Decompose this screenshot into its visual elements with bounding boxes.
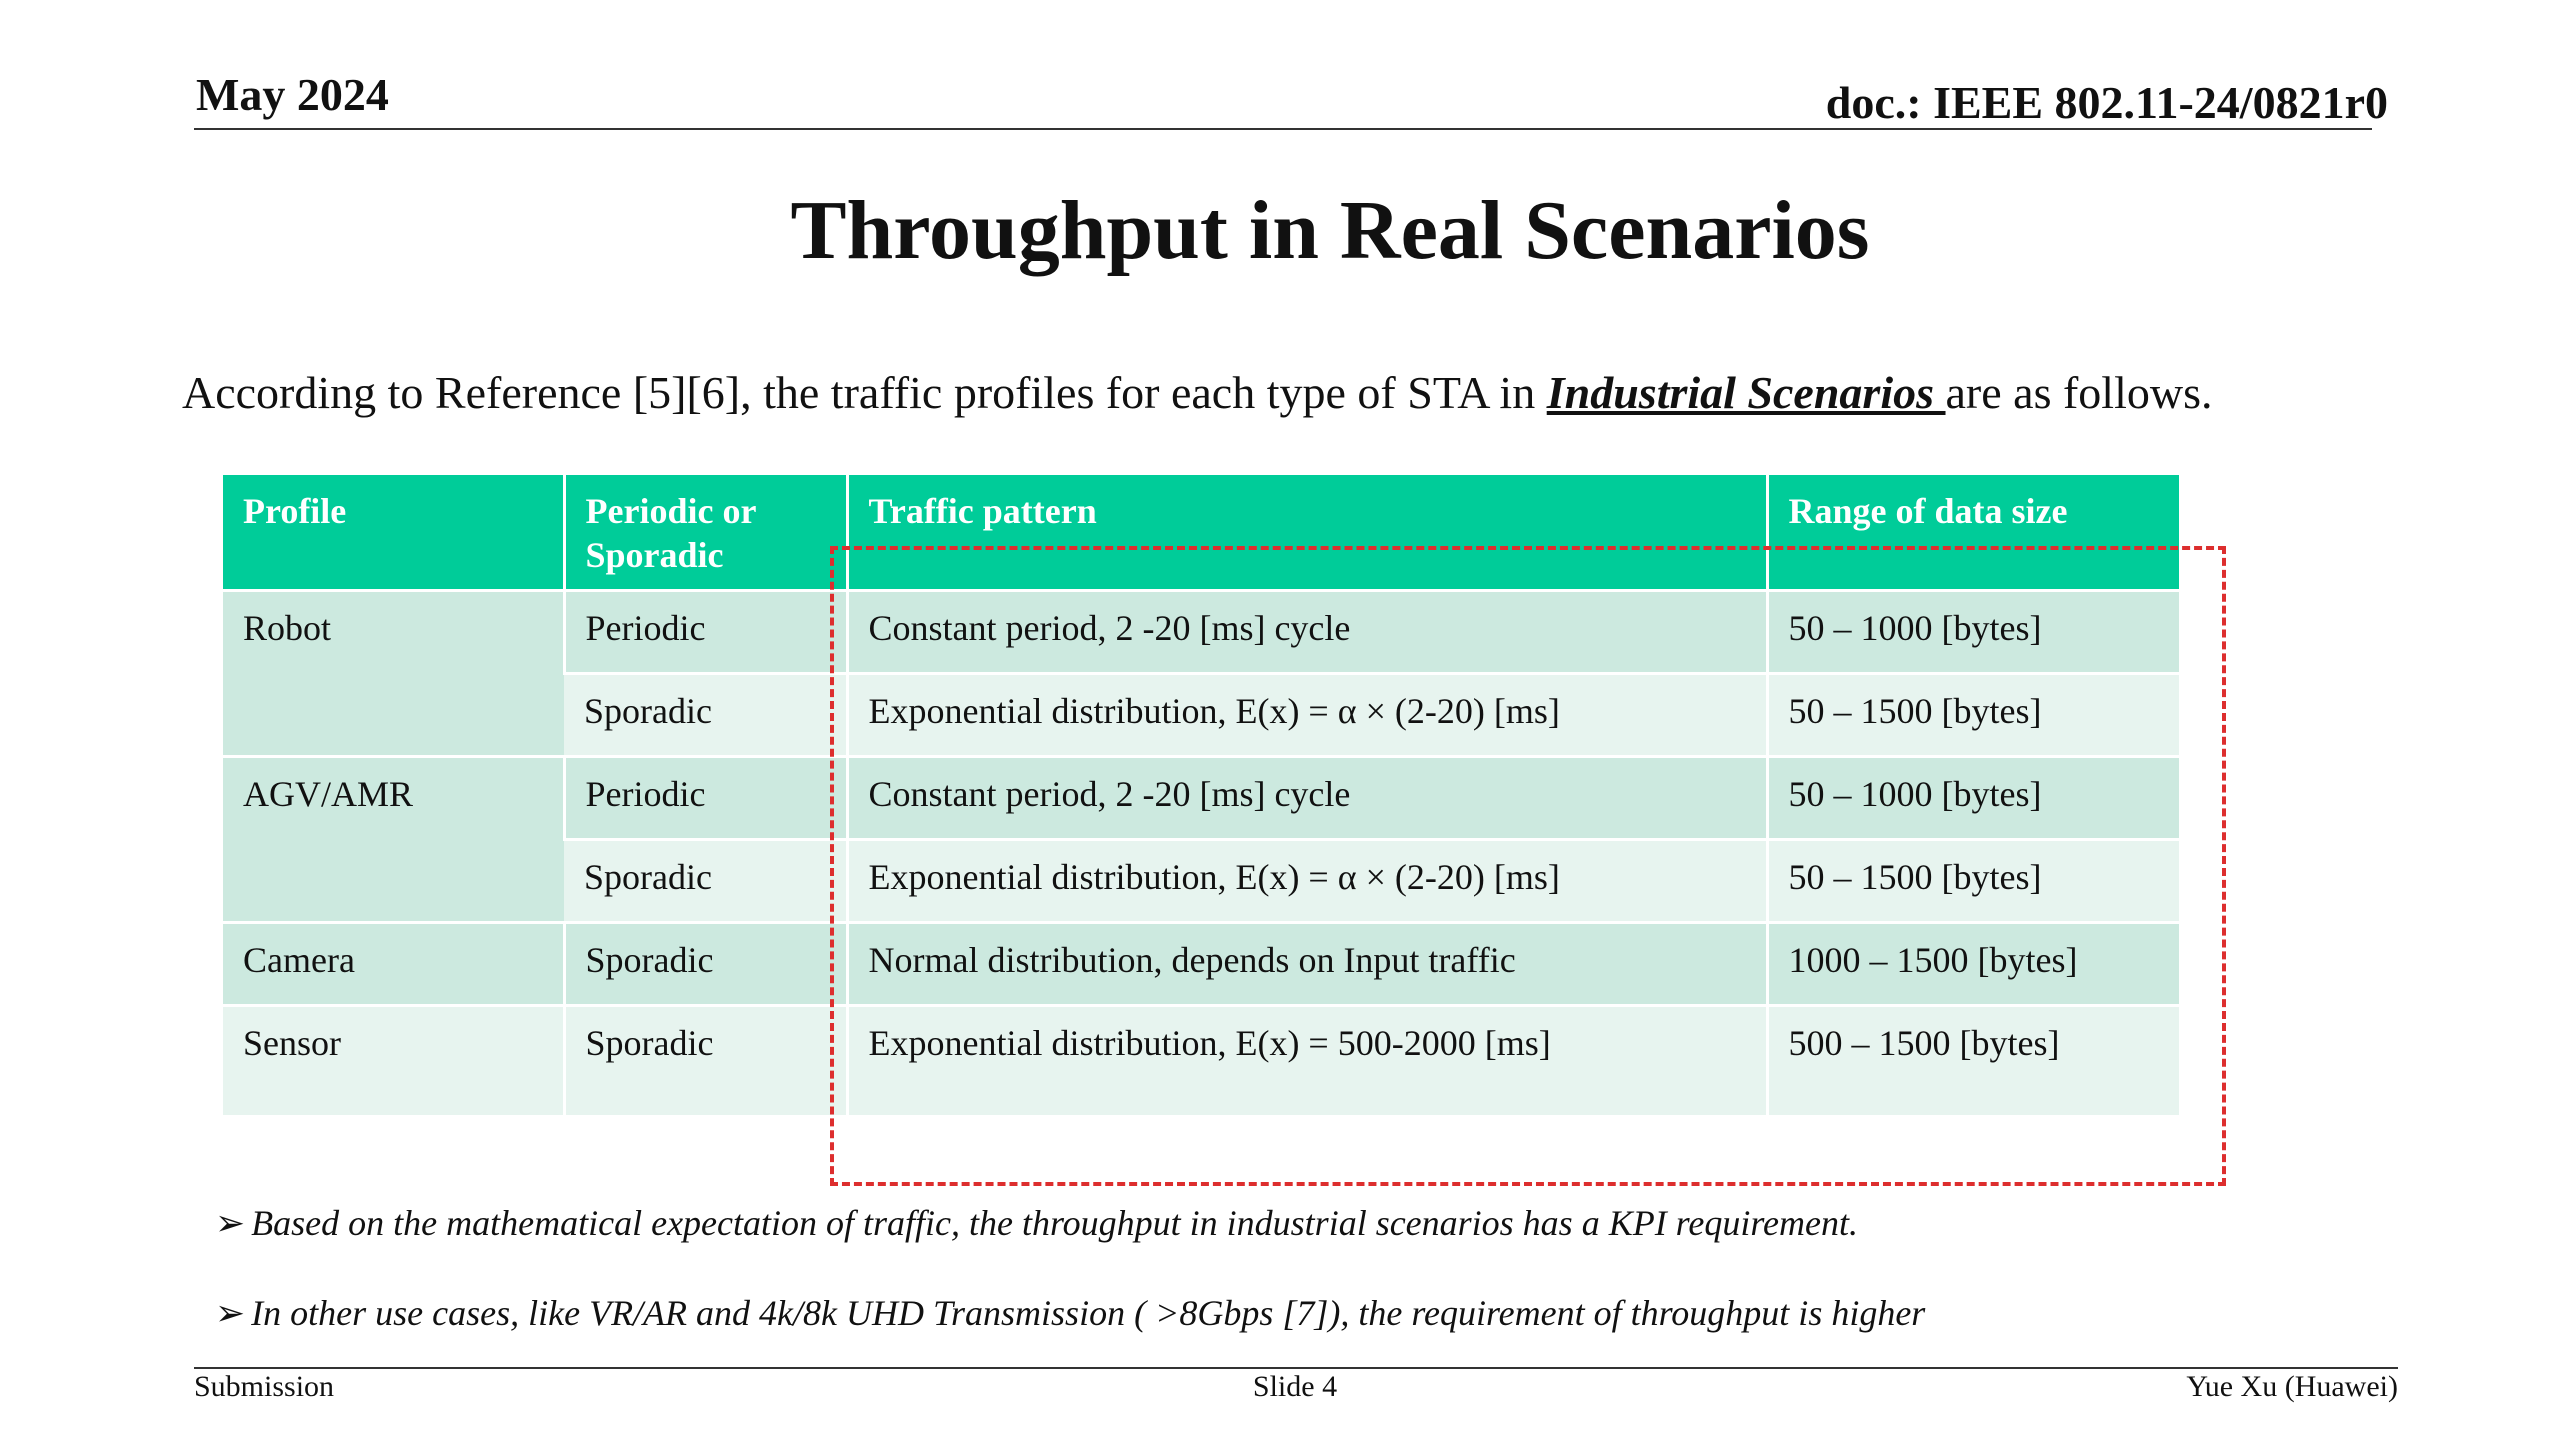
cell-pattern: Constant period, 2 -20 [ms] cycle — [847, 757, 1767, 840]
traffic-profile-table — [223, 475, 2179, 1118]
bullet-kpi — [215, 1202, 1858, 1244]
header-traffic-pattern: Traffic pattern — [847, 475, 1767, 591]
footer-divider — [194, 1367, 2398, 1369]
table-row — [223, 1006, 2179, 1117]
slide-title: Throughput in Real Scenarios — [790, 184, 1870, 277]
cell-range: 50 – 1500 [bytes] — [1767, 840, 2179, 923]
cell-pattern: Exponential distribution, E(x) = α × (2-20) [ms] — [847, 840, 1767, 923]
header-divider — [194, 128, 2372, 130]
cell-type: Sporadic — [564, 923, 847, 1006]
table-row — [223, 923, 2179, 1006]
table-row — [223, 757, 2179, 840]
cell-range: 50 – 1000 [bytes] — [1767, 757, 2179, 840]
table-header-row — [223, 475, 2179, 591]
arrow-bullet-icon: ➢ — [215, 1203, 246, 1243]
arrow-bullet-icon: ➢ — [215, 1293, 246, 1333]
cell-range: 50 – 1500 [bytes] — [1767, 674, 2179, 757]
cell-range: 1000 – 1500 [bytes] — [1767, 923, 2179, 1006]
header-periodic-sporadic: Periodic or Sporadic — [564, 475, 847, 591]
header-data-size: Range of data size — [1767, 475, 2179, 591]
header-doc-id: doc.: IEEE 802.11-24/0821r0 — [1825, 77, 2388, 128]
intro-after: are as follows. — [1945, 367, 2213, 418]
header-profile: Profile — [223, 475, 564, 591]
bullet-text: Based on the mathematical expectation of traffic, the throughput in industrial scenarios has a KPI requirement. — [251, 1203, 1858, 1243]
cell-profile: Camera — [223, 923, 564, 1006]
intro-emphasis: Industrial Scenarios — [1546, 367, 1946, 418]
cell-range: 500 – 1500 [bytes] — [1767, 1006, 2179, 1117]
cell-type: Sporadic — [564, 674, 847, 757]
cell-pattern: Constant period, 2 -20 [ms] cycle — [847, 591, 1767, 674]
footer-slide-number: Slide 4 — [1252, 1370, 1338, 1403]
footer-submission: Submission — [194, 1370, 335, 1403]
intro-text — [182, 366, 2213, 419]
cell-pattern: Normal distribution, depends on Input traffic — [847, 923, 1767, 1006]
cell-profile: AGV/AMR — [223, 757, 564, 923]
header-date: May 2024 — [196, 69, 389, 120]
intro-before: According to Reference [5][6], the traffic profiles for each type of STA in — [182, 367, 1547, 418]
table-row — [223, 591, 2179, 674]
cell-profile: Sensor — [223, 1006, 564, 1117]
cell-type: Sporadic — [564, 840, 847, 923]
bullet-text: In other use cases, like VR/AR and 4k/8k UHD Transmission ( >8Gbps [7]), the requirement of throughput is higher — [251, 1293, 1926, 1333]
cell-type: Periodic — [564, 757, 847, 840]
cell-pattern: Exponential distribution, E(x) = α × (2-20) [ms] — [847, 674, 1767, 757]
cell-type: Periodic — [564, 591, 847, 674]
cell-range: 50 – 1000 [bytes] — [1767, 591, 2179, 674]
cell-type: Sporadic — [564, 1006, 847, 1117]
footer-author: Yue Xu (Huawei) — [2186, 1370, 2398, 1403]
cell-profile: Robot — [223, 591, 564, 757]
bullet-other-cases — [215, 1292, 1925, 1334]
cell-pattern: Exponential distribution, E(x) = 500-2000 [ms] — [847, 1006, 1767, 1117]
